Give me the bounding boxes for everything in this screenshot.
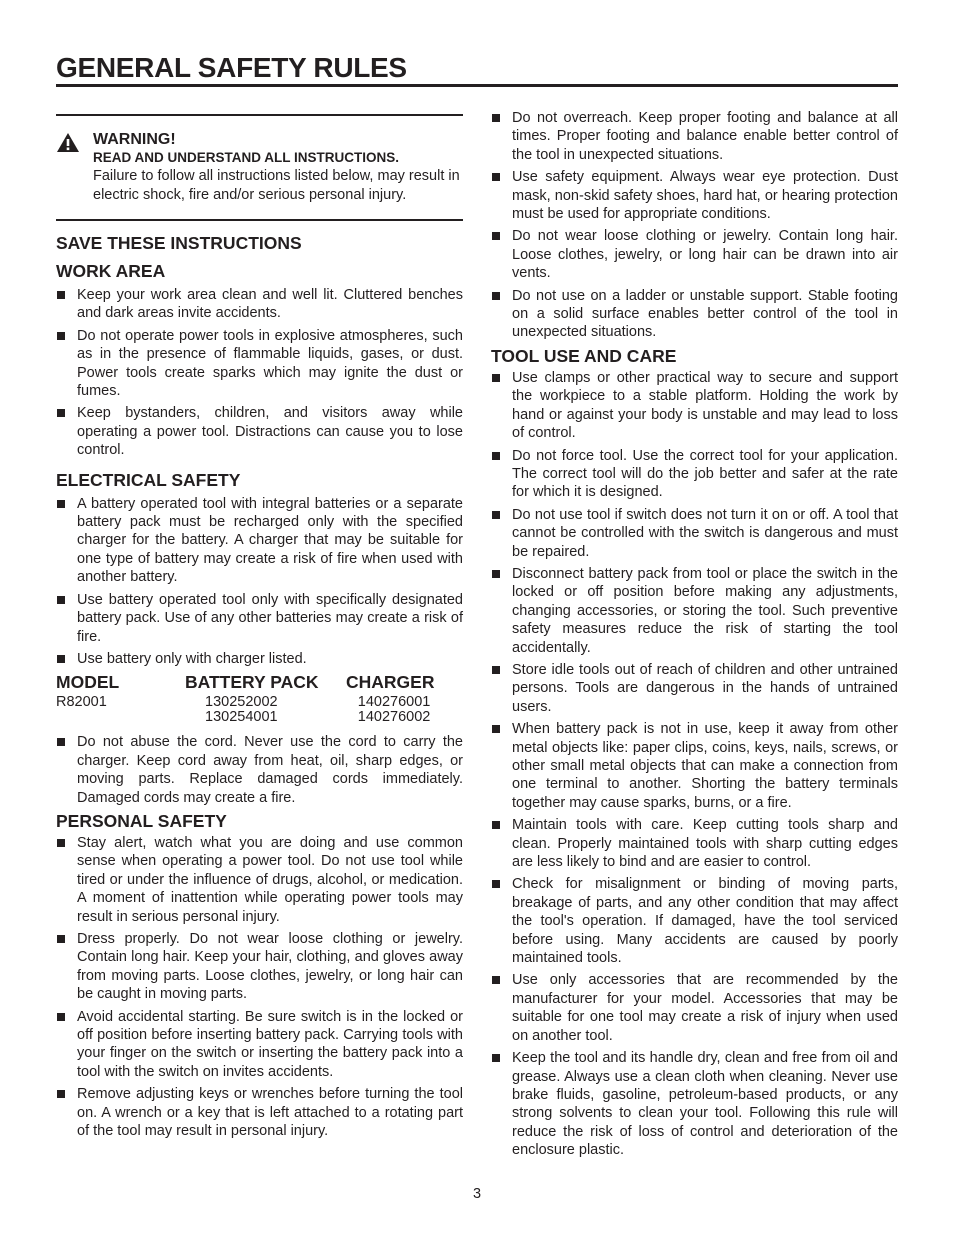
list-item-text: Do not use tool if switch does not turn it on or off. A tool that cannot be controlled with the switch is dangerous and must be repaired. — [512, 506, 898, 560]
square-bullet-icon — [492, 173, 500, 181]
list-item — [56, 404, 463, 459]
square-bullet-icon — [492, 452, 500, 460]
list-item-text: Use battery operated tool only with specifically designated battery pack. Use of any other batteries may create a risk of fire. — [77, 591, 463, 645]
list-item — [491, 875, 898, 967]
list-item — [491, 109, 898, 164]
list-item — [56, 930, 463, 1004]
work-area-list — [56, 286, 463, 460]
list-item — [491, 447, 898, 502]
list-item — [491, 661, 898, 716]
list-item-text: Do not force tool. Use the correct tool for your application. The correct tool will do the job better and safer at the rate for which it is designed. — [512, 447, 898, 501]
list-item — [56, 834, 463, 926]
list-item — [56, 327, 463, 401]
square-bullet-icon — [492, 725, 500, 733]
warning-subtitle: READ AND UNDERSTAND ALL INSTRUCTIONS. — [93, 150, 399, 165]
electrical-safety-heading: ELECTRICAL SAFETY — [56, 469, 241, 490]
charger-header: CHARGER — [346, 672, 435, 693]
page-title: GENERAL SAFETY RULES — [56, 52, 407, 83]
list-item-text: Do not operate power tools in explosive atmospheres, such as in the presence of flammable liquids, gases, or dust. Power tools create sparks which may ignite the dust or fumes. — [77, 327, 463, 400]
list-item-text: Use clamps or other practical way to secure and support the workpiece to a stable platform. Holding the work by hand or against your body is unstable and may lead to loss of control. — [512, 369, 898, 442]
list-item — [56, 1085, 463, 1140]
work-area-heading: WORK AREA — [56, 261, 166, 281]
list-item-text: Do not wear loose clothing or jewelry. Contain long hair. Loose clothes, jewelry, or long hair can be drawn into air vents. — [512, 228, 898, 282]
square-bullet-icon — [57, 738, 65, 746]
square-bullet-icon — [492, 666, 500, 674]
list-item-text: A battery operated tool with integral batteries or a separate battery pack must be recharged only with the specified charger for the battery. A charger that may be suitable for one type of battery may create a risk of fire when used with another battery. — [77, 495, 463, 586]
list-item — [56, 286, 463, 323]
square-bullet-icon — [492, 114, 500, 122]
square-bullet-icon — [492, 880, 500, 888]
model-table-row — [56, 710, 463, 725]
list-item — [491, 168, 898, 223]
personal-safety-list-cont — [491, 109, 898, 342]
model-table — [56, 672, 463, 725]
list-item — [491, 816, 898, 871]
square-bullet-icon — [57, 839, 65, 847]
square-bullet-icon — [57, 935, 65, 943]
warning-box — [56, 116, 463, 219]
square-bullet-icon — [492, 821, 500, 829]
personal-safety-heading: PERSONAL SAFETY — [56, 810, 227, 831]
square-bullet-icon — [492, 976, 500, 984]
electrical-safety-list-cont — [56, 733, 463, 807]
warning-triangle-icon — [56, 132, 80, 153]
square-bullet-icon — [57, 596, 65, 604]
list-item — [491, 565, 898, 657]
list-item-text: Avoid accidental starting. Be sure switch is in the locked or off position before inserting battery pack. Carrying tools with your finger on the switch or inserting the battery pack into a tool with the switch on invites accidents. — [77, 1008, 463, 1080]
list-item-text: Do not abuse the cord. Never use the cord to carry the charger. Keep cord away from heat, oil, sharp edges, or moving parts. Replace damaged cords immediately. Damaged cords may create a fire. — [77, 734, 463, 806]
list-item-text: Store idle tools out of reach of children and other untrained persons. Tools are dangerous in the hands of untrained users. — [512, 661, 898, 715]
list-item — [491, 971, 898, 1045]
left-column — [56, 114, 463, 1144]
list-item — [491, 227, 898, 282]
square-bullet-icon — [57, 409, 65, 417]
electrical-safety-list — [56, 495, 463, 669]
list-item-text: Keep your work area clean and well lit. Cluttered benches and dark areas invite accidents. — [77, 287, 463, 322]
list-item-text: Keep bystanders, children, and visitors away while operating a power tool. Distractions can cause you to lose control. — [77, 405, 463, 459]
model-cell — [56, 710, 172, 725]
save-instructions-heading: SAVE THESE INSTRUCTIONS — [56, 233, 302, 253]
square-bullet-icon — [492, 292, 500, 300]
list-item-text: Check for misalignment or binding of moving parts, breakage of parts, and any other condition that may affect the tool's operation. If damaged, have the tool serviced before using. Many accidents are caused by poorly maintained tools. — [512, 876, 898, 967]
warning-body: Failure to follow all instructions listed below, may result in electric shock, fire and/or serious personal injury. — [93, 168, 460, 203]
list-item — [56, 1008, 463, 1082]
warning-bottom-rule — [56, 219, 463, 221]
square-bullet-icon — [57, 500, 65, 508]
list-item — [56, 650, 463, 668]
list-item — [491, 287, 898, 342]
square-bullet-icon — [57, 1090, 65, 1098]
list-item — [491, 506, 898, 561]
tool-use-list — [491, 369, 898, 1160]
model-table-row — [56, 695, 463, 710]
model-table-header — [56, 672, 463, 692]
square-bullet-icon — [57, 332, 65, 340]
list-item — [56, 733, 463, 807]
list-item — [491, 369, 898, 443]
tool-use-heading: TOOL USE AND CARE — [491, 345, 677, 366]
title-rule — [56, 84, 898, 87]
list-item — [56, 495, 463, 587]
charger-cell: 140276002 — [357, 709, 431, 726]
list-item-text: Maintain tools with care. Keep cutting tools sharp and clean. Properly maintained tools with sharp cutting edges are less likely to bind and are easier to control. — [512, 817, 898, 871]
battery-pack-cell: 130254001 — [205, 709, 278, 726]
square-bullet-icon — [492, 374, 500, 382]
list-item-text: Keep the tool and its handle dry, clean and free from oil and grease. Always use a clean cloth when cleaning. Never use brake fluids, gasoline, petroleum-based products, or any strong solvents to clean your tool. Following this rule will reduce the risk of loss of control and deterioration of the enclosure plastic. — [512, 1050, 898, 1159]
list-item-text: Disconnect battery pack from tool or place the switch in the locked or off position before making any adjustments, changing accessories, or storing the tool. Such preventive safety measures reduce the risk of starting the tool accidentally. — [512, 565, 898, 656]
list-item-text: Use battery only with charger listed. — [77, 650, 307, 667]
page-number: 3 — [472, 1186, 482, 1202]
list-item — [491, 720, 898, 812]
list-item-text: Stay alert, watch what you are doing and use common sense when operating a power tool. Do not use tool while tired or under the influence of drugs, alcohol, or medication. A moment of inattention while operating power tools may result in serious personal injury. — [77, 834, 463, 925]
charger-cell: 140276001 — [357, 694, 431, 711]
square-bullet-icon — [57, 291, 65, 299]
square-bullet-icon — [492, 570, 500, 578]
list-item-text: Do not use on a ladder or unstable support. Stable footing on a solid surface enables better control of the tool in unexpected situations. — [512, 287, 898, 341]
battery-pack-header: BATTERY PACK — [185, 672, 319, 693]
warning-title: WARNING! — [93, 131, 176, 148]
square-bullet-icon — [492, 1054, 500, 1062]
list-item-text: Do not overreach. Keep proper footing and balance at all times. Proper footing and balance enable better control of the tool in unexpected situations. — [512, 110, 898, 163]
square-bullet-icon — [492, 511, 500, 519]
square-bullet-icon — [57, 1013, 65, 1021]
list-item — [56, 591, 463, 646]
square-bullet-icon — [57, 655, 65, 663]
square-bullet-icon — [492, 232, 500, 240]
list-item-text: Use safety equipment. Always wear eye protection. Dust mask, non-skid safety shoes, hard hat, or hearing protection must be used for appropriate conditions. — [512, 169, 898, 223]
right-column — [491, 109, 898, 1164]
list-item-text: When battery pack is not in use, keep it away from other metal objects like: paper clips, coins, keys, nails, screws, or other small metal objects that can make a connection from one terminal to another. Shorting the battery terminals together may cause sparks, burns, or a fire. — [512, 721, 898, 811]
personal-safety-list — [56, 834, 463, 1141]
model-header: MODEL — [56, 672, 120, 693]
list-item-text: Dress properly. Do not wear loose clothing or jewelry. Contain long hair. Keep your hair, clothing, and gloves away from moving parts. Loose clothes, jewelry, or long hair can be caught in moving parts. — [77, 930, 463, 1003]
list-item-text: Remove adjusting keys or wrenches before turning the tool on. A wrench or a key that is left attached to a rotating part of the tool may result in personal injury. — [77, 1086, 463, 1140]
list-item-text: Use only accessories that are recommended by the manufacturer for your model. Accessories that may be suitable for one tool may create a risk of injury when used on another tool. — [512, 972, 898, 1044]
model-cell: R82001 — [56, 694, 107, 711]
list-item — [491, 1049, 898, 1159]
battery-pack-cell: 130252002 — [205, 694, 278, 711]
